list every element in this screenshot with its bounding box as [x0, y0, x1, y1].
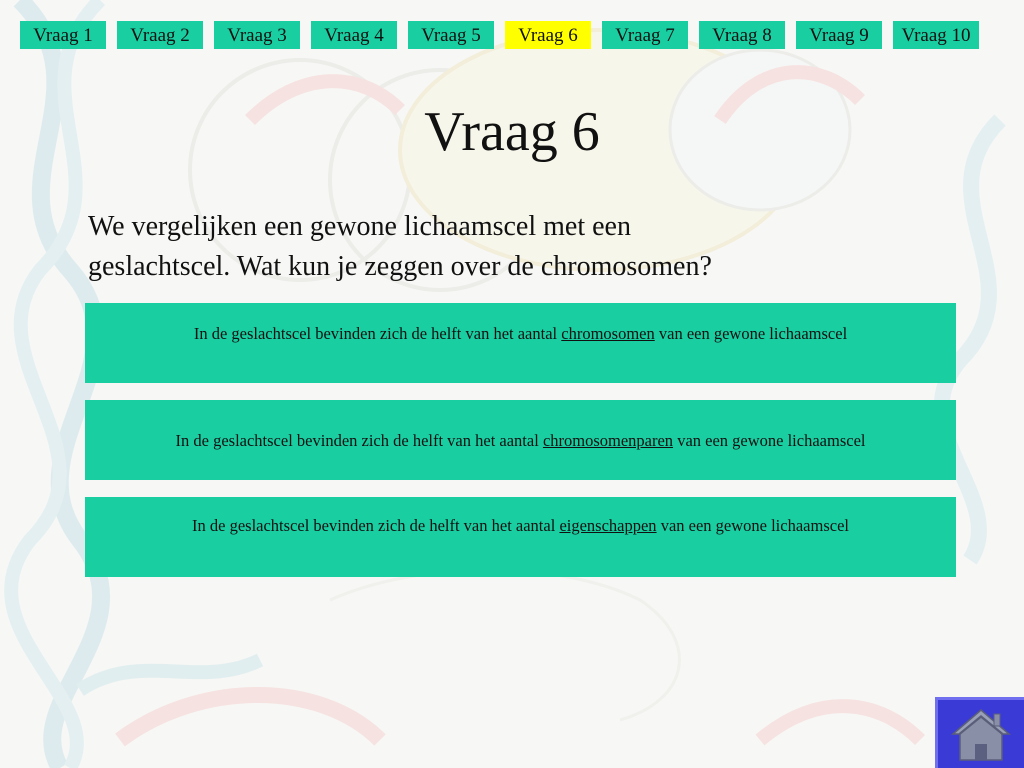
answer-text [85, 431, 956, 451]
answer-text-after: van een gewone lichaamscel [673, 431, 866, 450]
question-nav [20, 21, 1004, 49]
answer-keyword-link[interactable]: chromosomenparen [542, 431, 674, 450]
answer-option-3[interactable] [85, 497, 956, 577]
answer-text-after: van een gewone lichaamscel [654, 324, 848, 343]
tab-vraag-6[interactable]: Vraag 6 [505, 21, 591, 49]
tab-vraag-3[interactable]: Vraag 3 [214, 21, 300, 49]
answer-keyword-link[interactable]: eigenschappen [559, 516, 657, 535]
question-line-2: geslachtscel. Wat kun je zeggen over de chromosomen? [88, 251, 712, 282]
home-icon [938, 700, 1024, 768]
answer-text-after: van een gewone lichaamscel [656, 516, 849, 535]
answer-option-1[interactable] [85, 303, 956, 383]
tab-vraag-4[interactable]: Vraag 4 [311, 21, 397, 49]
question-line-1: We vergelijken een gewone lichaamscel met een [88, 211, 631, 242]
home-button[interactable] [935, 697, 1024, 768]
tab-vraag-1[interactable]: Vraag 1 [20, 21, 106, 49]
tab-vraag-8[interactable]: Vraag 8 [699, 21, 785, 49]
answer-text [85, 324, 956, 344]
tab-vraag-9[interactable]: Vraag 9 [796, 21, 882, 49]
question-text [88, 207, 888, 287]
page-title: Vraag 6 [424, 101, 600, 163]
answer-text-before: In de geslachtscel bevinden zich de helft van het aantal [192, 516, 560, 535]
tab-vraag-5[interactable]: Vraag 5 [408, 21, 494, 49]
answer-text [85, 516, 956, 536]
tab-vraag-2[interactable]: Vraag 2 [117, 21, 203, 49]
answer-text-before: In de geslachtscel bevinden zich de helft van het aantal [175, 431, 543, 450]
tab-vraag-10[interactable]: Vraag 10 [893, 21, 979, 49]
answer-text-before: In de geslachtscel bevinden zich de helft van het aantal [193, 324, 562, 343]
answer-keyword-link[interactable]: chromosomen [561, 324, 655, 343]
tab-vraag-7[interactable]: Vraag 7 [602, 21, 688, 49]
answer-option-2[interactable] [85, 400, 956, 480]
